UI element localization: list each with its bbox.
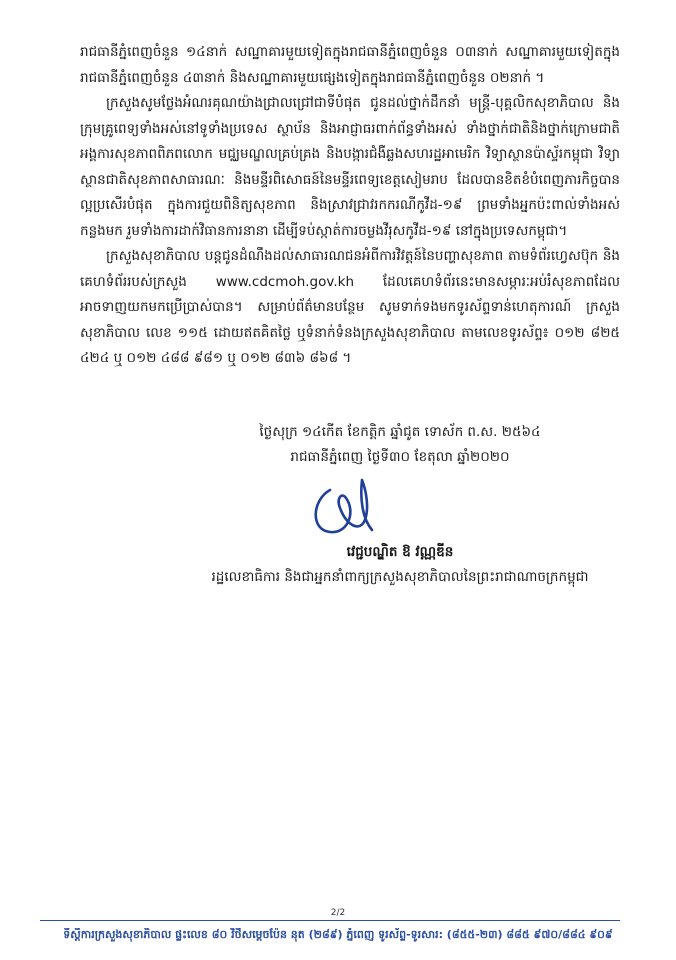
- lunar-date: ថ្ងៃសុក្រ ១៤កើត ខែកត្តិក ឆ្នាំជូត ទោស័ក ព.ស. ២៥៦៤: [259, 424, 541, 440]
- signer-name: វេជ្ជបណ្ឌិត ឱ វណ្ណឌីន: [346, 544, 454, 560]
- paragraph-public-information: ក្រសួងសុខាភិបាល បន្តជូនដំណឹងដល់សាធារណជនអំពីការវិវត្តន៍នៃបញ្ហាសុខភាព តាមទំព័រហ្វេសប៊ុក និងគេហទំព័ររបស់ក្រសួង www.cdcmoh.gov.kh ដែលគេហទំព័រនេះមានសម្ភារៈអប់រំសុខភាពដែលអាចទាញយកមកប្រើប្រាស់បាន។ សម្រាប់ព័ត៌មានបន្ថែម សូមទាក់ទងមកទូរស័ព្ទទាន់ហេតុការណ៍ ក្រសួងសុខាភិបាល លេខ ១១៥ ដោយឥតគិតថ្លៃ ឬទំនាក់ទំនងក្រសួងសុខាភិបាល តាមលេខទូរស័ព្ទ៖ ០១២ ៨២៥ ៤២៤ ឬ ០១២ ៤៨៨ ៩៨១ ឬ ០១២ ៨៣៦ ៨៦៨ ។: [80, 248, 620, 366]
- solar-date: រាជធានីភ្នំពេញ ថ្ងៃទី៣០ ខែតុលា ឆ្នាំ២០២០: [290, 449, 510, 465]
- handwritten-signature: [300, 472, 400, 542]
- signer-block: [170, 540, 630, 590]
- letter-body: [80, 40, 620, 372]
- paragraph-acknowledgement: ក្រសួងសូមថ្លែងអំណរគុណយ៉ាងជ្រាលជ្រៅជាទីបំផុត ជូនដល់ថ្នាក់ដឹកនាំ មន្ត្រី-បុគ្គលិកសុខាភិបាល និងក្រុមគ្រូពេទ្យទាំងអស់នៅទូទាំងប្រទេស ស្ថាប័ន និងអាជ្ញាធរពាក់ព័ន្ធទាំងអស់ ទាំងថ្នាក់ជាតិនិងថ្នាក់ក្រោមជាតិ អង្គការសុខភាពពិភពលោក មជ្ឈមណ្ឌលគ្រប់គ្រង និងបង្ការជំងឺឆ្លងសហរដ្ឋអាមេរិក វិទ្យាស្ថានប៉ាស្ទ័រកម្ពុជា វិទ្យាស្ថានជាតិសុខភាពសាធារណៈ និងមន្ទីរពិសោធន៍នៃមន្ទីរពេទ្យខេត្តសៀមរាប ដែលបានខិតខំបំពេញភារកិច្ចបានល្អប្រសើរបំផុត ក្នុងការជួយពិនិត្យសុខភាព និងស្រាវជ្រាវរកករណីកូវីដ-១៩ ព្រមទាំងអ្នកប៉ះពាល់ទាំងអស់កន្លងមក រួមទាំងការដាក់វិធានការនានា ដើម្បីទប់ស្កាត់ការចម្លងវីរុសកូវីដ-១៩ នៅក្នុងប្រទេសកម្ពុជា។: [80, 95, 620, 239]
- footer-address: ទីស្តីការក្រសួងសុខាភិបាល ផ្ទះលេខ ៨០ វិថីសម្តេចប៉ែន នុត (២៨៩) ភ្នំពេញ ទូរស័ព្ទ-ទូរសារ: (៨៥៥-២៣) ៨៨៥ ៩៧០/៨៨៤ ៩០៩: [63, 928, 613, 941]
- signer-title: រដ្ឋលេខាធិការ និងជាអ្នកនាំពាក្យក្រសួងសុខាភិបាលនៃព្រះរាជាណាចក្រកម្ពុជា: [211, 569, 589, 585]
- date-block: [170, 420, 630, 470]
- paragraph-hotel-cases: រាជធានីភ្នំពេញចំនួន ១៤នាក់ សណ្ឋាគារមួយទៀតក្នុងរាជធានីភ្នំពេញចំនួន ០៣នាក់ សណ្ឋាគារមួយទៀតក្នុងរាជធានីភ្នំពេញចំនួន ៤៣នាក់ និងសណ្ឋាគារមួយផ្សេងទៀតក្នុងរាជធានីភ្នំពេញចំនួន ០២នាក់ ។: [80, 44, 620, 86]
- footer-divider: [40, 920, 620, 921]
- page-number: 2/2: [330, 908, 346, 918]
